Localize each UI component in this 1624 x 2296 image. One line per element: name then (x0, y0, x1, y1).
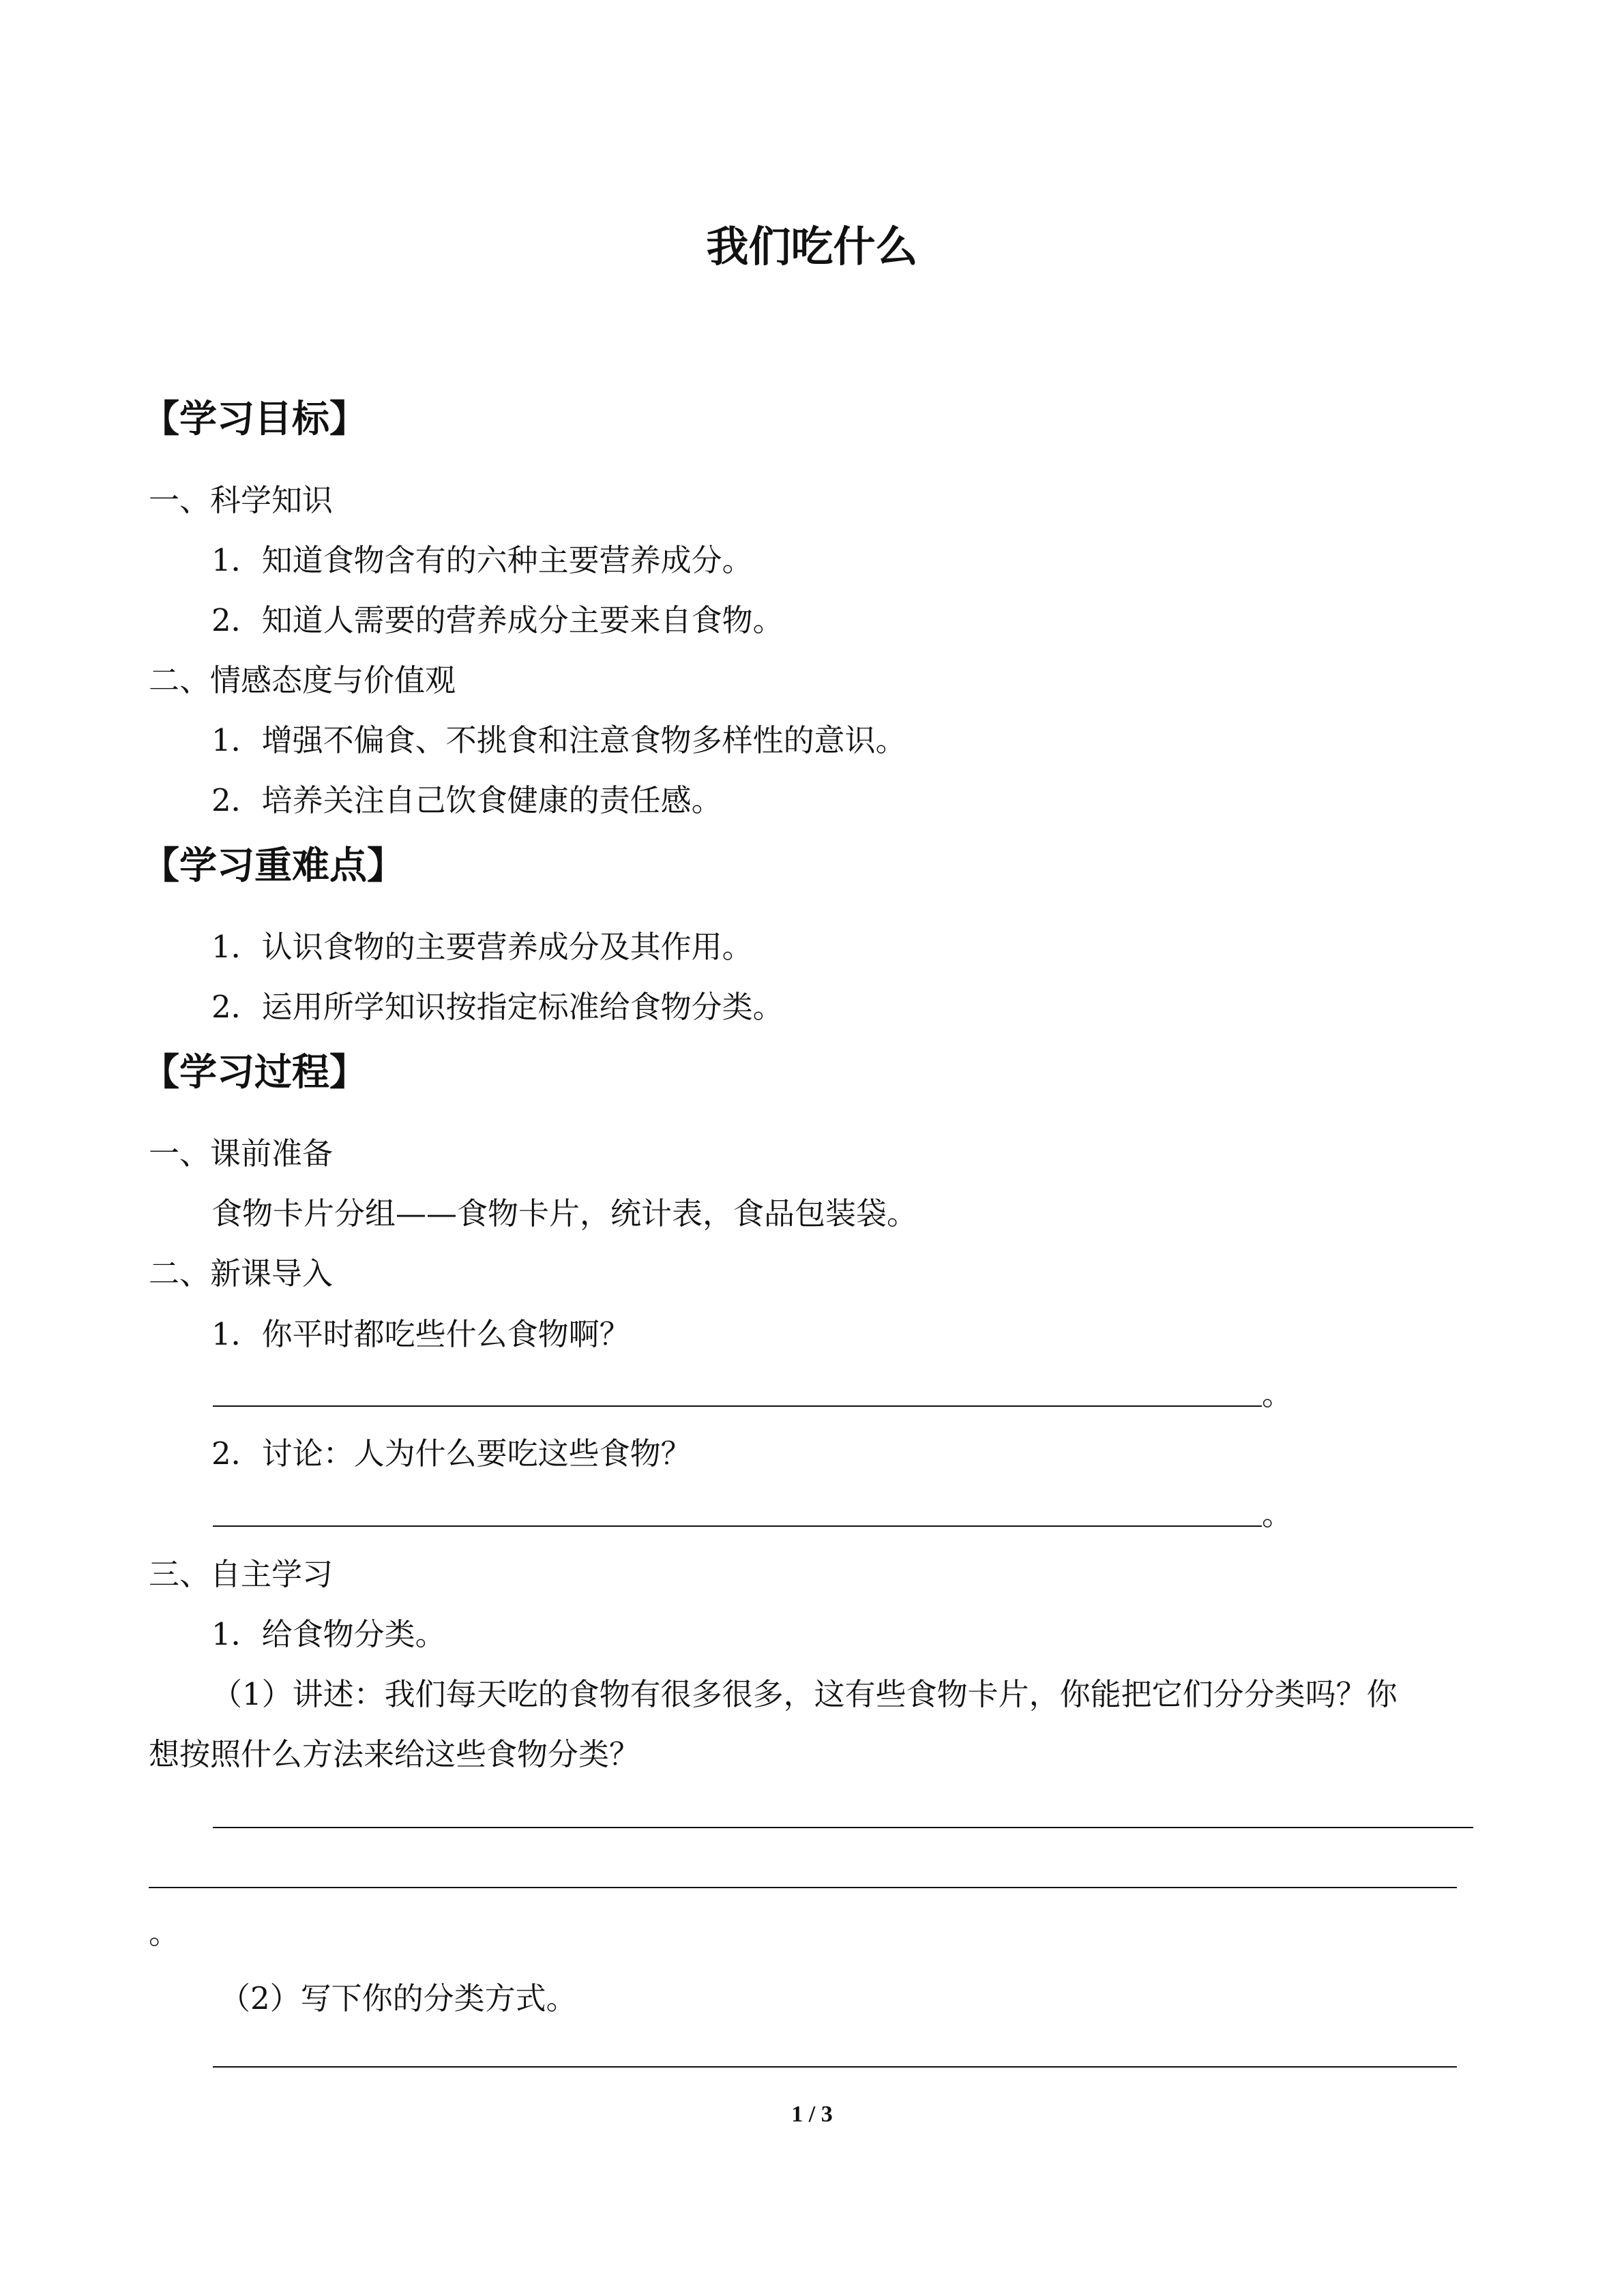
answer-period-classify: 。 (149, 1915, 180, 1951)
process-self-item1: 1．给食物分类。 (211, 1616, 446, 1652)
process-intro-q2: 2．讨论：人为什么要吃这些食物？ (211, 1435, 692, 1472)
process-intro-heading: 二、新课导入 (149, 1255, 334, 1292)
process-self-item1-desc-line2: 想按照什么方法来给这些食物分类？ (149, 1736, 640, 1772)
answer-period-q2: 。 (1262, 1496, 1293, 1532)
answer-period-q1: 。 (1262, 1376, 1293, 1412)
process-self-item1-sub2: （2）写下你的分类方式。 (220, 1980, 577, 2016)
process-prep-heading: 一、课前准备 (149, 1135, 334, 1172)
page-number: 1 / 3 (791, 2102, 833, 2127)
section-heading-keypoints: 【学习重难点】 (142, 844, 405, 887)
goals-part1-item2: 2．知道人需要的营养成分主要来自食物。 (211, 602, 784, 638)
goals-part2-item2: 2．培养关注自己饮食健康的责任感。 (211, 782, 722, 818)
section-heading-goals: 【学习目标】 (142, 397, 368, 441)
answer-line-q2[interactable] (213, 1525, 1262, 1527)
answer-line-method[interactable] (213, 2066, 1457, 2068)
process-self-item1-desc-line1: （1）讲述：我们每天吃的食物有很多很多，这有些食物卡片，你能把它们分分类吗？你 (211, 1676, 1398, 1712)
goals-part2-item1: 1．增强不偏食、不挑食和注意食物多样性的意识。 (211, 722, 906, 758)
page-title: 我们吃什么 (706, 222, 918, 271)
answer-line-classify-2[interactable] (149, 1887, 1457, 1888)
process-intro-q1: 1．你平时都吃些什么食物啊？ (211, 1316, 630, 1352)
section-heading-process: 【学习过程】 (142, 1050, 368, 1094)
process-prep-text: 食物卡片分组——食物卡片，统计表，食品包装袋。 (211, 1195, 918, 1232)
answer-line-classify-1[interactable] (213, 1827, 1473, 1828)
process-self-heading: 三、自主学习 (149, 1556, 334, 1592)
keypoints-item1: 1．认识食物的主要营养成分及其作用。 (211, 929, 753, 965)
keypoints-item2: 2．运用所学知识按指定标准给食物分类。 (211, 989, 784, 1025)
goals-part1-item1: 1．知道食物含有的六种主要营养成分。 (211, 542, 753, 578)
goals-part1-heading: 一、科学知识 (149, 482, 334, 518)
goals-part2-heading: 二、情感态度与价值观 (149, 662, 456, 698)
answer-line-q1[interactable] (213, 1405, 1262, 1407)
